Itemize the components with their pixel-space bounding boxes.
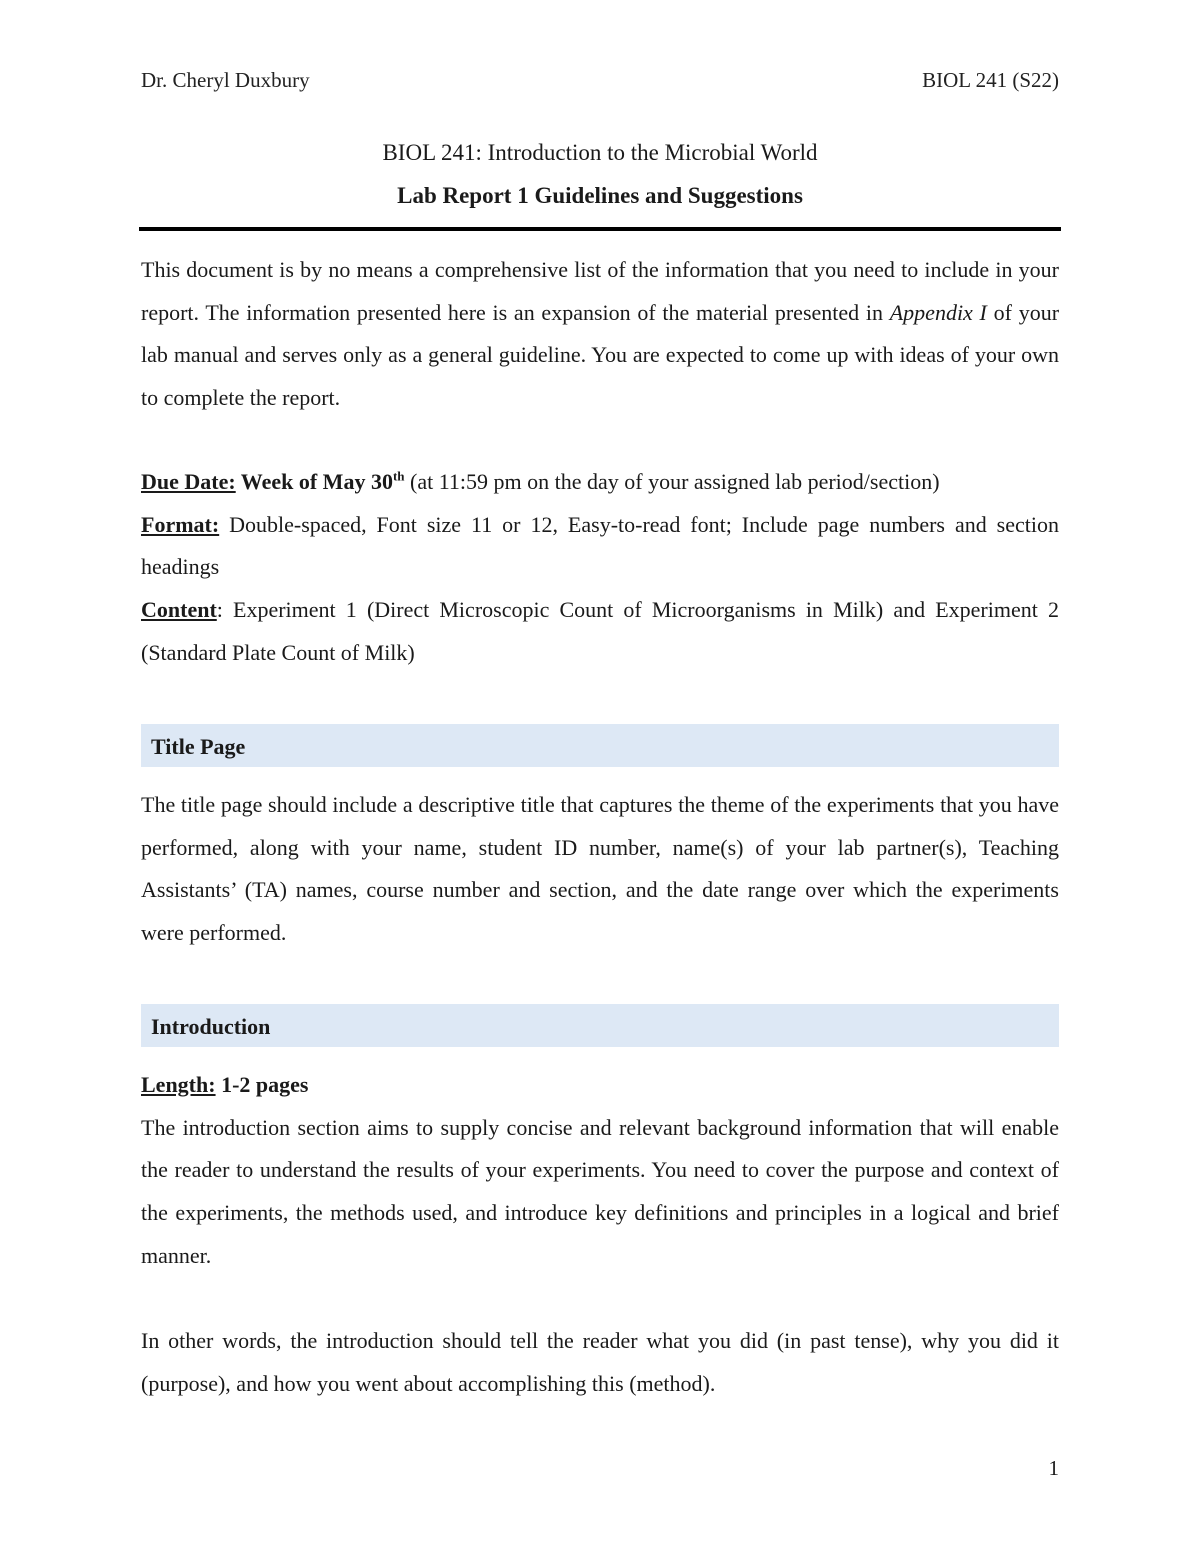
page-number: 1 — [1048, 1456, 1059, 1480]
section-title-page — [141, 724, 1059, 767]
due-date-value: Week of May 30 — [235, 469, 393, 494]
content-line — [141, 589, 1059, 674]
title-page-paragraph — [141, 784, 1059, 955]
length-label: Length: — [141, 1072, 216, 1097]
introduction-content — [141, 1064, 1059, 1278]
due-date-suffix: th — [392, 468, 405, 484]
format-line — [141, 504, 1059, 589]
section-heading-introduction: Introduction — [151, 1014, 271, 1039]
intro-paragraph — [141, 249, 1059, 420]
due-date-label: Due Date: — [141, 469, 236, 494]
intro-text-2: of your lab manual and serves only as a general guideline. You are expected to come up with ideas of your own to complete the report. — [141, 299, 1060, 411]
appendix-reference: Appendix I — [889, 299, 987, 325]
header-author: Dr. Cheryl Duxbury — [141, 68, 310, 92]
format-label: Format: — [141, 511, 220, 537]
due-date-line — [141, 461, 1059, 504]
report-details — [141, 461, 1059, 675]
intro-text-1: This document is by no means a comprehensive list of the information that you need to include in your report. The information presented here is an expansion of the material presented in — [141, 257, 1059, 325]
length-line — [141, 1064, 1059, 1107]
document-title: Lab Report 1 Guidelines and Suggestions — [397, 183, 803, 208]
length-value: 1-2 pages — [215, 1072, 309, 1097]
course-title: BIOL 241: Introduction to the Microbial World — [382, 140, 818, 165]
due-date-note: (at 11:59 pm on the day of your assigned lab period/section) — [404, 469, 940, 494]
header-course-code: BIOL 241 (S22) — [922, 68, 1059, 92]
introduction-summary — [141, 1320, 1059, 1405]
content-label: Content — [141, 597, 217, 623]
title-divider — [139, 227, 1061, 231]
title-page-text: The title page should include a descriptive title that captures the theme of the experiments that you have performed, along with your name, student ID number, name(s) of your lab partner(s), Teaching Assistants’ (TA) names, course number and section, and the date range over which the experiments were performed. — [141, 792, 1059, 946]
introduction-text-2: In other words, the introduction should tell the reader what you did (in past tense), why you did it (purpose), and how you went about accomplishing this (method). — [141, 1328, 1059, 1396]
content-value: : Experiment 1 (Direct Microscopic Count of Microorganisms in Milk) and Experiment 2 (Standard Plate Count of Milk) — [141, 597, 1059, 665]
section-introduction — [141, 1004, 1059, 1047]
section-heading-title-page: Title Page — [151, 734, 246, 759]
format-value: Double-spaced, Font size 11 or 12, Easy-to-read font; Include page numbers and section headings — [141, 511, 1059, 580]
introduction-text-1: The introduction section aims to supply concise and relevant background information that will enable the reader to understand the results of your experiments. You need to cover the purpose and context of the experiments, the methods used, and introduce key definitions and principles in a logical and brief manner. — [141, 1114, 1059, 1268]
